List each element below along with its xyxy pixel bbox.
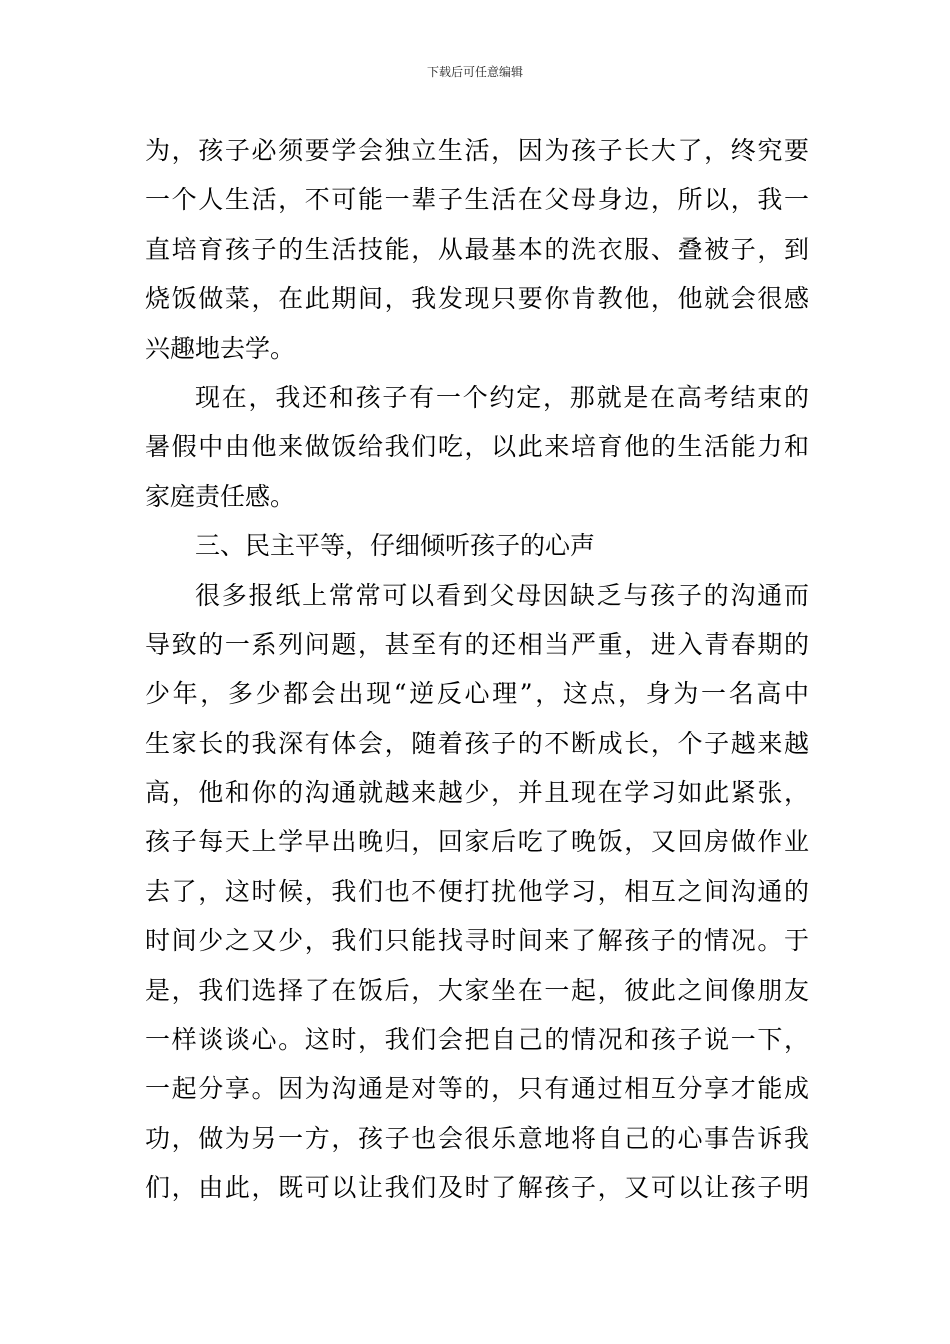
document-body <box>145 126 809 1213</box>
paragraph <box>145 571 809 1213</box>
text-line: 为，孩子必须要学会独立生活，因为孩子长大了，终究要 <box>145 136 809 165</box>
text-line: 导致的一系列问题，甚至有的还相当严重，进入青春期的 <box>145 629 809 659</box>
section-heading <box>145 521 809 570</box>
paragraph <box>145 373 809 521</box>
heading-line: 三、民主平等，仔细倾听孩子的心声 <box>195 531 596 561</box>
text-line: 生家长的我深有体会，随着孩子的不断成长，个子越来越 <box>145 728 809 758</box>
text-line: 高，他和你的沟通就越来越少，并且现在学习如此紧张， <box>145 778 809 808</box>
text-line: 暑假中由他来做饭给我们吃，以此来培育他的生活能力和 <box>145 432 809 462</box>
text-line: 一样谈谈心。这时，我们会把自己的情况和孩子说一下， <box>145 1025 809 1055</box>
paragraph <box>145 126 809 373</box>
text-line: 少年，多少都会出现“逆反心理”，这点，身为一名高中 <box>145 679 809 709</box>
text-line: 直培育孩子的生活技能，从最基本的洗衣服、叠被子，到 <box>145 234 809 264</box>
text-line: 时间少之又少，我们只能找寻时间来了解孩子的情况。于 <box>145 926 809 956</box>
text-line: 很多报纸上常常可以看到父母因缺乏与孩子的沟通而 <box>195 580 809 610</box>
text-line: 现在，我还和孩子有一个约定，那就是在高考结束的 <box>195 382 809 412</box>
text-line: 家庭责任感。 <box>145 481 296 511</box>
page-header: 下载后可任意编辑 <box>426 65 523 79</box>
text-line: 孩子每天上学早出晚归，回家后吃了晚饭，又回房做作业 <box>145 827 809 857</box>
text-line: 们，由此，既可以让我们及时了解孩子，又可以让孩子明 <box>145 1173 809 1203</box>
text-line: 一个人生活，不可能一辈子生活在父母身边，所以，我一 <box>145 185 809 215</box>
text-line: 烧饭做菜，在此期间，我发现只要你肯教他，他就会很感 <box>145 284 809 314</box>
text-line: 一起分享。因为沟通是对等的，只有通过相互分享才能成 <box>145 1074 809 1104</box>
text-line: 是，我们选择了在饭后，大家坐在一起，彼此之间像朋友 <box>145 975 809 1005</box>
text-line: 兴趣地去学。 <box>145 333 296 363</box>
text-line: 功，做为另一方，孩子也会很乐意地将自己的心事告诉我 <box>145 1123 809 1153</box>
text-line: 去了，这时候，我们也不便打扰他学习，相互之间沟通的 <box>145 876 809 906</box>
